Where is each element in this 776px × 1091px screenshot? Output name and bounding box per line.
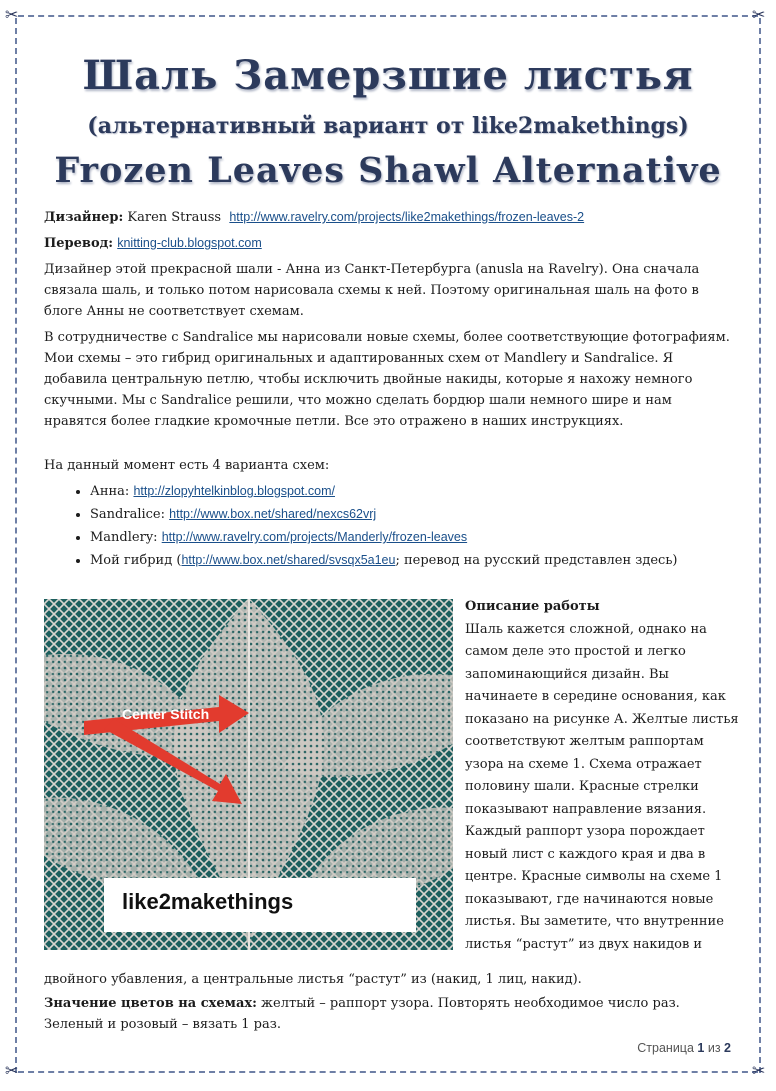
work-description [465,596,740,956]
scissors-icon: ✂ [5,5,19,24]
page-subtitle: (альтернативный вариант от like2makethings) [87,113,689,139]
variants-list [44,480,750,572]
list-item [90,480,750,503]
scissors-icon: ✂ [752,5,766,24]
collab-paragraph: В сотрудничестве с Sandralice мы нарисовали новые схемы, более соответствующие фотографиям. Мои схемы – это гибрид оригинальных и адаптированных схем от Mandlery и Sandralice. Я добавила центральную петлю, чтобы исключить двойные накиды, которые я нахожу немного скучными. Мы с Sandralice решили, что можно сделать бордюр шали немного шире и нам нравятся более гладкие кромочные петли. Все это отражено в наших инструкциях. [44,330,730,429]
photo-watermark: like2makethings [122,889,294,914]
variant-label: Анна: [90,484,130,499]
variant-suffix: ; перевод на русский представлен здесь) [395,553,678,568]
variant-link[interactable]: http://www.box.net/shared/svsqx5a1eu [181,553,396,567]
border-top [18,15,758,17]
variant-link[interactable]: http://www.ravelry.com/projects/Manderly/frozen-leaves [161,530,468,544]
translation-label: Перевод: [44,236,114,251]
variants-intro: На данный момент есть 4 варианта схем: [44,458,330,473]
variant-label: Mandlery: [90,530,158,545]
colors-note [44,993,734,1035]
variant-label: Мой гибрид ( [90,553,182,568]
border-bottom [18,1071,758,1073]
designer-link[interactable]: http://www.ravelry.com/projects/like2makethings/frozen-leaves-2 [229,210,585,224]
variant-label: Sandralice: [90,507,165,522]
list-item [90,549,750,572]
colors-label: Значение цветов на схемах: [44,996,257,1011]
work-description-continuation: двойного убавления, а центральные листья “растут” из (накид, 1 лиц, накид). [44,972,582,987]
center-stitch-callout: Center Stitch [122,706,210,722]
page-indicator [637,1041,731,1055]
pager-total: 2 [724,1041,731,1055]
scissors-icon: ✂ [5,1061,19,1080]
pager-sep: из [707,1041,721,1055]
scissors-icon: ✂ [752,1061,766,1080]
pager-prefix: Страница [637,1041,694,1055]
designer-name: Karen Strauss [127,210,222,225]
list-item [90,503,750,526]
pager-current: 1 [697,1041,705,1055]
work-description-title: Описание работы [465,599,600,614]
colors-text: желтый – раппорт узора. Повторять необходимое число раз. Зеленый и розовый – вязать 1 раз. [44,996,680,1032]
intro-paragraph: Дизайнер этой прекрасной шали - Анна из Санкт-Петербурга (anusla на Ravelry). Она сначала связала шаль, и только потом нарисовала схемы к ней. Поэтому оригинальная шаль на фото в блоге Анны не соответствует схемам. [44,262,700,319]
list-item [90,526,750,549]
shawl-photo [44,599,453,950]
page-title: Шаль Замерзшие листья [82,52,694,99]
designer-label: Дизайнер: [44,210,124,225]
work-description-text: Шаль кажется сложной, однако на самом деле это простой и легко запоминающийся дизайн. Вы начинаете в середине основания, как показано на рисунке А. Желтые листья соответствуют желтым раппортам узора на схеме 1. Схема отражает половину шали. Красные стрелки показывают направление вязания. Каждый раппорт узора порождает новый лист с каждого края и два в центре. Красные символы на схеме 1 показывают, где начинаются новые листья. Вы заметите, что внутренние листья “растут” из двух накидов и [465,621,739,952]
variant-link[interactable]: http://www.box.net/shared/nexcs62vrj [169,507,377,521]
designer-line [44,207,584,228]
page-title-english: Frozen Leaves Shawl Alternative [54,150,722,191]
translation-link[interactable]: knitting-club.blogspot.com [117,236,262,250]
translation-line [44,233,262,254]
variant-link[interactable]: http://zlopyhtelkinblog.blogspot.com/ [133,484,335,498]
